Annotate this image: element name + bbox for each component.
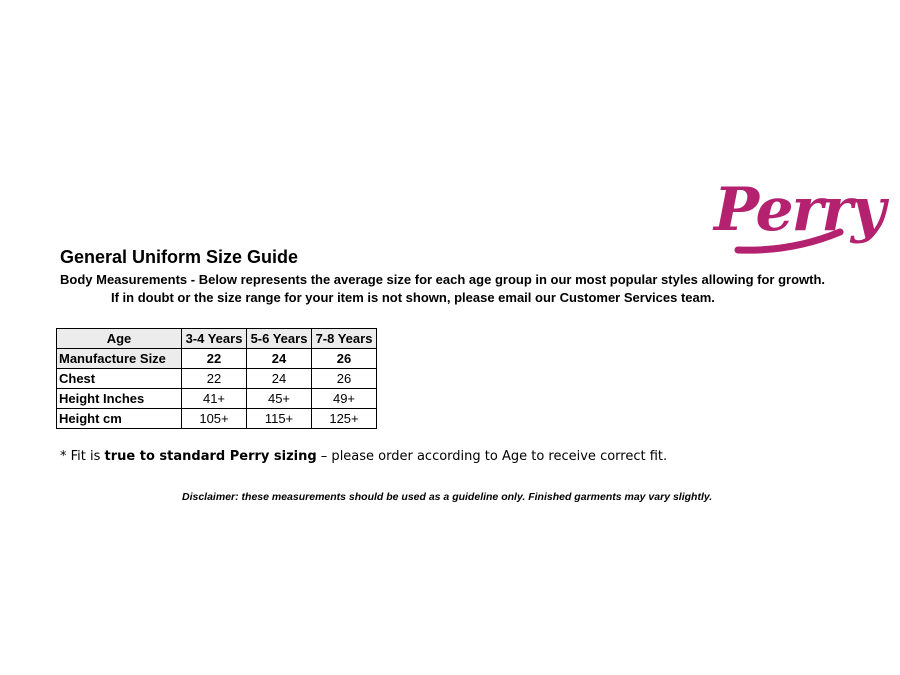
table-cell: 22 xyxy=(182,369,247,389)
header-cell-7-8: 7-8 Years xyxy=(312,329,377,349)
size-table xyxy=(56,328,377,429)
table-cell: 115+ xyxy=(247,409,312,429)
disclaimer: Disclaimer: these measurements should be used as a guideline only. Finished garments may vary slightly. xyxy=(182,491,713,503)
intro-line-1: Body Measurements - Below represents the average size for each age group in our most popular styles allowing for growth. xyxy=(60,272,826,287)
fit-note xyxy=(60,449,667,464)
intro-line-2: If in doubt or the size range for your item is not shown, please email our Customer Services team. xyxy=(111,290,715,305)
table-row xyxy=(57,389,377,409)
table-cell: 125+ xyxy=(312,409,377,429)
page-title: General Uniform Size Guide xyxy=(60,247,299,267)
table-cell: 24 xyxy=(247,369,312,389)
header-cell-age: Age xyxy=(57,329,182,349)
table-cell: 105+ xyxy=(182,409,247,429)
fit-note-suffix: – please order according to Age to receive correct fit. xyxy=(316,449,668,464)
table-row xyxy=(57,369,377,389)
table-header-row xyxy=(57,329,377,349)
table-cell: 26 xyxy=(312,349,377,369)
table-cell: 45+ xyxy=(247,389,312,409)
table-row xyxy=(57,349,377,369)
fit-note-prefix: * Fit is xyxy=(60,449,105,464)
row-label: Manufacture Size xyxy=(57,349,182,369)
header-cell-5-6: 5-6 Years xyxy=(247,329,312,349)
row-label: Height cm xyxy=(57,409,182,429)
table-cell: 41+ xyxy=(182,389,247,409)
row-label: Chest xyxy=(57,369,182,389)
fit-note-bold: true to standard Perry sizing xyxy=(104,449,317,464)
perry-logo xyxy=(712,172,884,264)
table-cell: 22 xyxy=(182,349,247,369)
row-label: Height Inches xyxy=(57,389,182,409)
logo-wordmark: Perry xyxy=(714,175,884,245)
table-cell: 24 xyxy=(247,349,312,369)
header-cell-3-4: 3-4 Years xyxy=(182,329,247,349)
table-cell: 49+ xyxy=(312,389,377,409)
table-cell: 26 xyxy=(312,369,377,389)
table-row xyxy=(57,409,377,429)
